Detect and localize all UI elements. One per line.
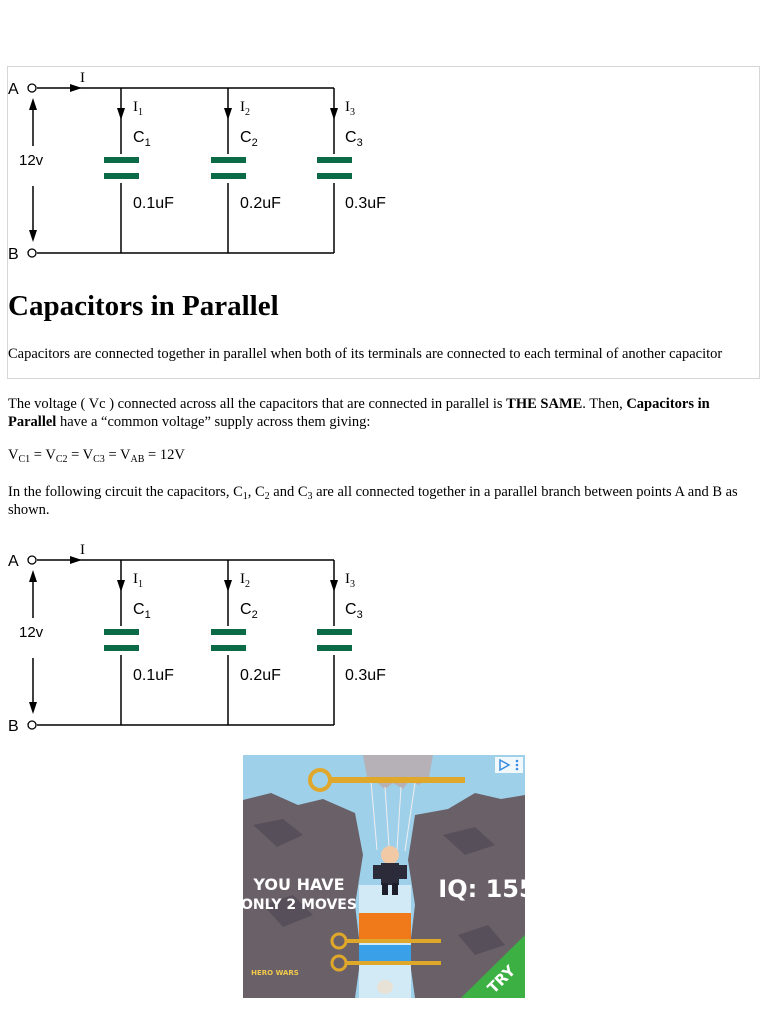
capacitor-3-label: $C_3$ — [345, 601, 363, 621]
capacitor-2-value: 0.2uF — [240, 667, 281, 684]
capacitor-3-value: 0.3uF — [345, 195, 386, 212]
capacitor-1-value: 0.1uF — [133, 667, 174, 684]
terminal-b — [28, 249, 36, 257]
branch-current-1: $I_1$ — [133, 99, 143, 118]
parallel-circuit-diagram-bottom — [0, 540, 420, 740]
node-a-label: A — [8, 81, 19, 98]
branch-current-1: $I_1$ — [133, 571, 143, 590]
voltage-arrow-up-icon — [29, 98, 37, 110]
branch-current-arrow-icon — [117, 108, 125, 120]
parallel-circuit-diagram-top — [0, 68, 420, 268]
voltage-arrow-down-icon — [29, 702, 37, 714]
capacitor-1-label: $C_1$ — [133, 601, 151, 621]
capacitor-1-label: $C_1$ — [133, 129, 151, 149]
branch-current-3: $I_3$ — [345, 99, 355, 118]
branch-current-arrow-icon — [224, 108, 232, 120]
circuit-wires — [33, 88, 334, 253]
terminal-a — [28, 556, 36, 564]
paragraph-common-voltage: The voltage ( Vc ) connected across all the capacitors that are connected in parallel is THE SAME. Then, Capacitors in Parallel have a “common voltage” supply across them giving: — [8, 396, 710, 430]
branch-current-2: $I_2$ — [240, 571, 250, 590]
ad-headline-line2: ONLY 2 MOVES — [241, 897, 357, 913]
current-label: I — [80, 542, 85, 558]
branch-current-3: $I_3$ — [345, 571, 355, 590]
voltage-arrow-down-icon — [29, 230, 37, 242]
voltage-label: 12v — [19, 624, 44, 641]
card-description: Capacitors are connected together in parallel when both of its terminals are connected to each terminal of another capacitor — [8, 346, 723, 362]
branch-current-arrow-icon — [117, 580, 125, 592]
capacitor-3-value: 0.3uF — [345, 667, 386, 684]
branch-current-arrow-icon — [330, 108, 338, 120]
branch-current-arrow-icon — [224, 580, 232, 592]
ad-iq-score: IQ: 155 — [438, 875, 536, 903]
capacitor-2-label: $C_2$ — [240, 601, 258, 621]
ad-headline-line1: YOU HAVE — [253, 875, 345, 894]
current-label: I — [80, 70, 85, 86]
ad-artwork — [241, 755, 536, 998]
lava-layer — [359, 913, 411, 941]
capacitor-1-value: 0.1uF — [133, 195, 174, 212]
branch-current-arrow-icon — [330, 580, 338, 592]
paragraph-circuit-description: In the following circuit the capacitors, $C_1$, $C_2$ and $C_3$ are all connected together in a parallel branch between points A and B as shown. — [8, 484, 738, 518]
branch-current-2: $I_2$ — [240, 99, 250, 118]
ad-try-button[interactable]: TRY — [483, 961, 520, 998]
node-b-label: B — [8, 718, 19, 735]
voltage-equation: $V_{C1} = V_{C2} = V_{C3} = V_{AB} = 12V$ — [8, 447, 185, 465]
capacitor-plates — [104, 157, 352, 179]
voltage-arrow-up-icon — [29, 570, 37, 582]
ad-brand-logo: HERO WARS — [251, 969, 299, 977]
capacitor-3-label: $C_3$ — [345, 129, 363, 149]
node-b-label: B — [8, 246, 19, 263]
capacitor-plates — [104, 629, 352, 651]
terminal-a — [28, 84, 36, 92]
node-a-label: A — [8, 553, 19, 570]
capacitor-2-value: 0.2uF — [240, 195, 281, 212]
advertisement-banner[interactable] — [241, 755, 536, 998]
adchoices-icon[interactable] — [495, 757, 523, 773]
circuit-wires — [33, 560, 334, 725]
skull-icon — [377, 980, 393, 994]
page-title: Capacitors in Parallel — [8, 290, 279, 322]
voltage-label: 12v — [19, 152, 44, 169]
capacitor-2-label: $C_2$ — [240, 129, 258, 149]
terminal-b — [28, 721, 36, 729]
